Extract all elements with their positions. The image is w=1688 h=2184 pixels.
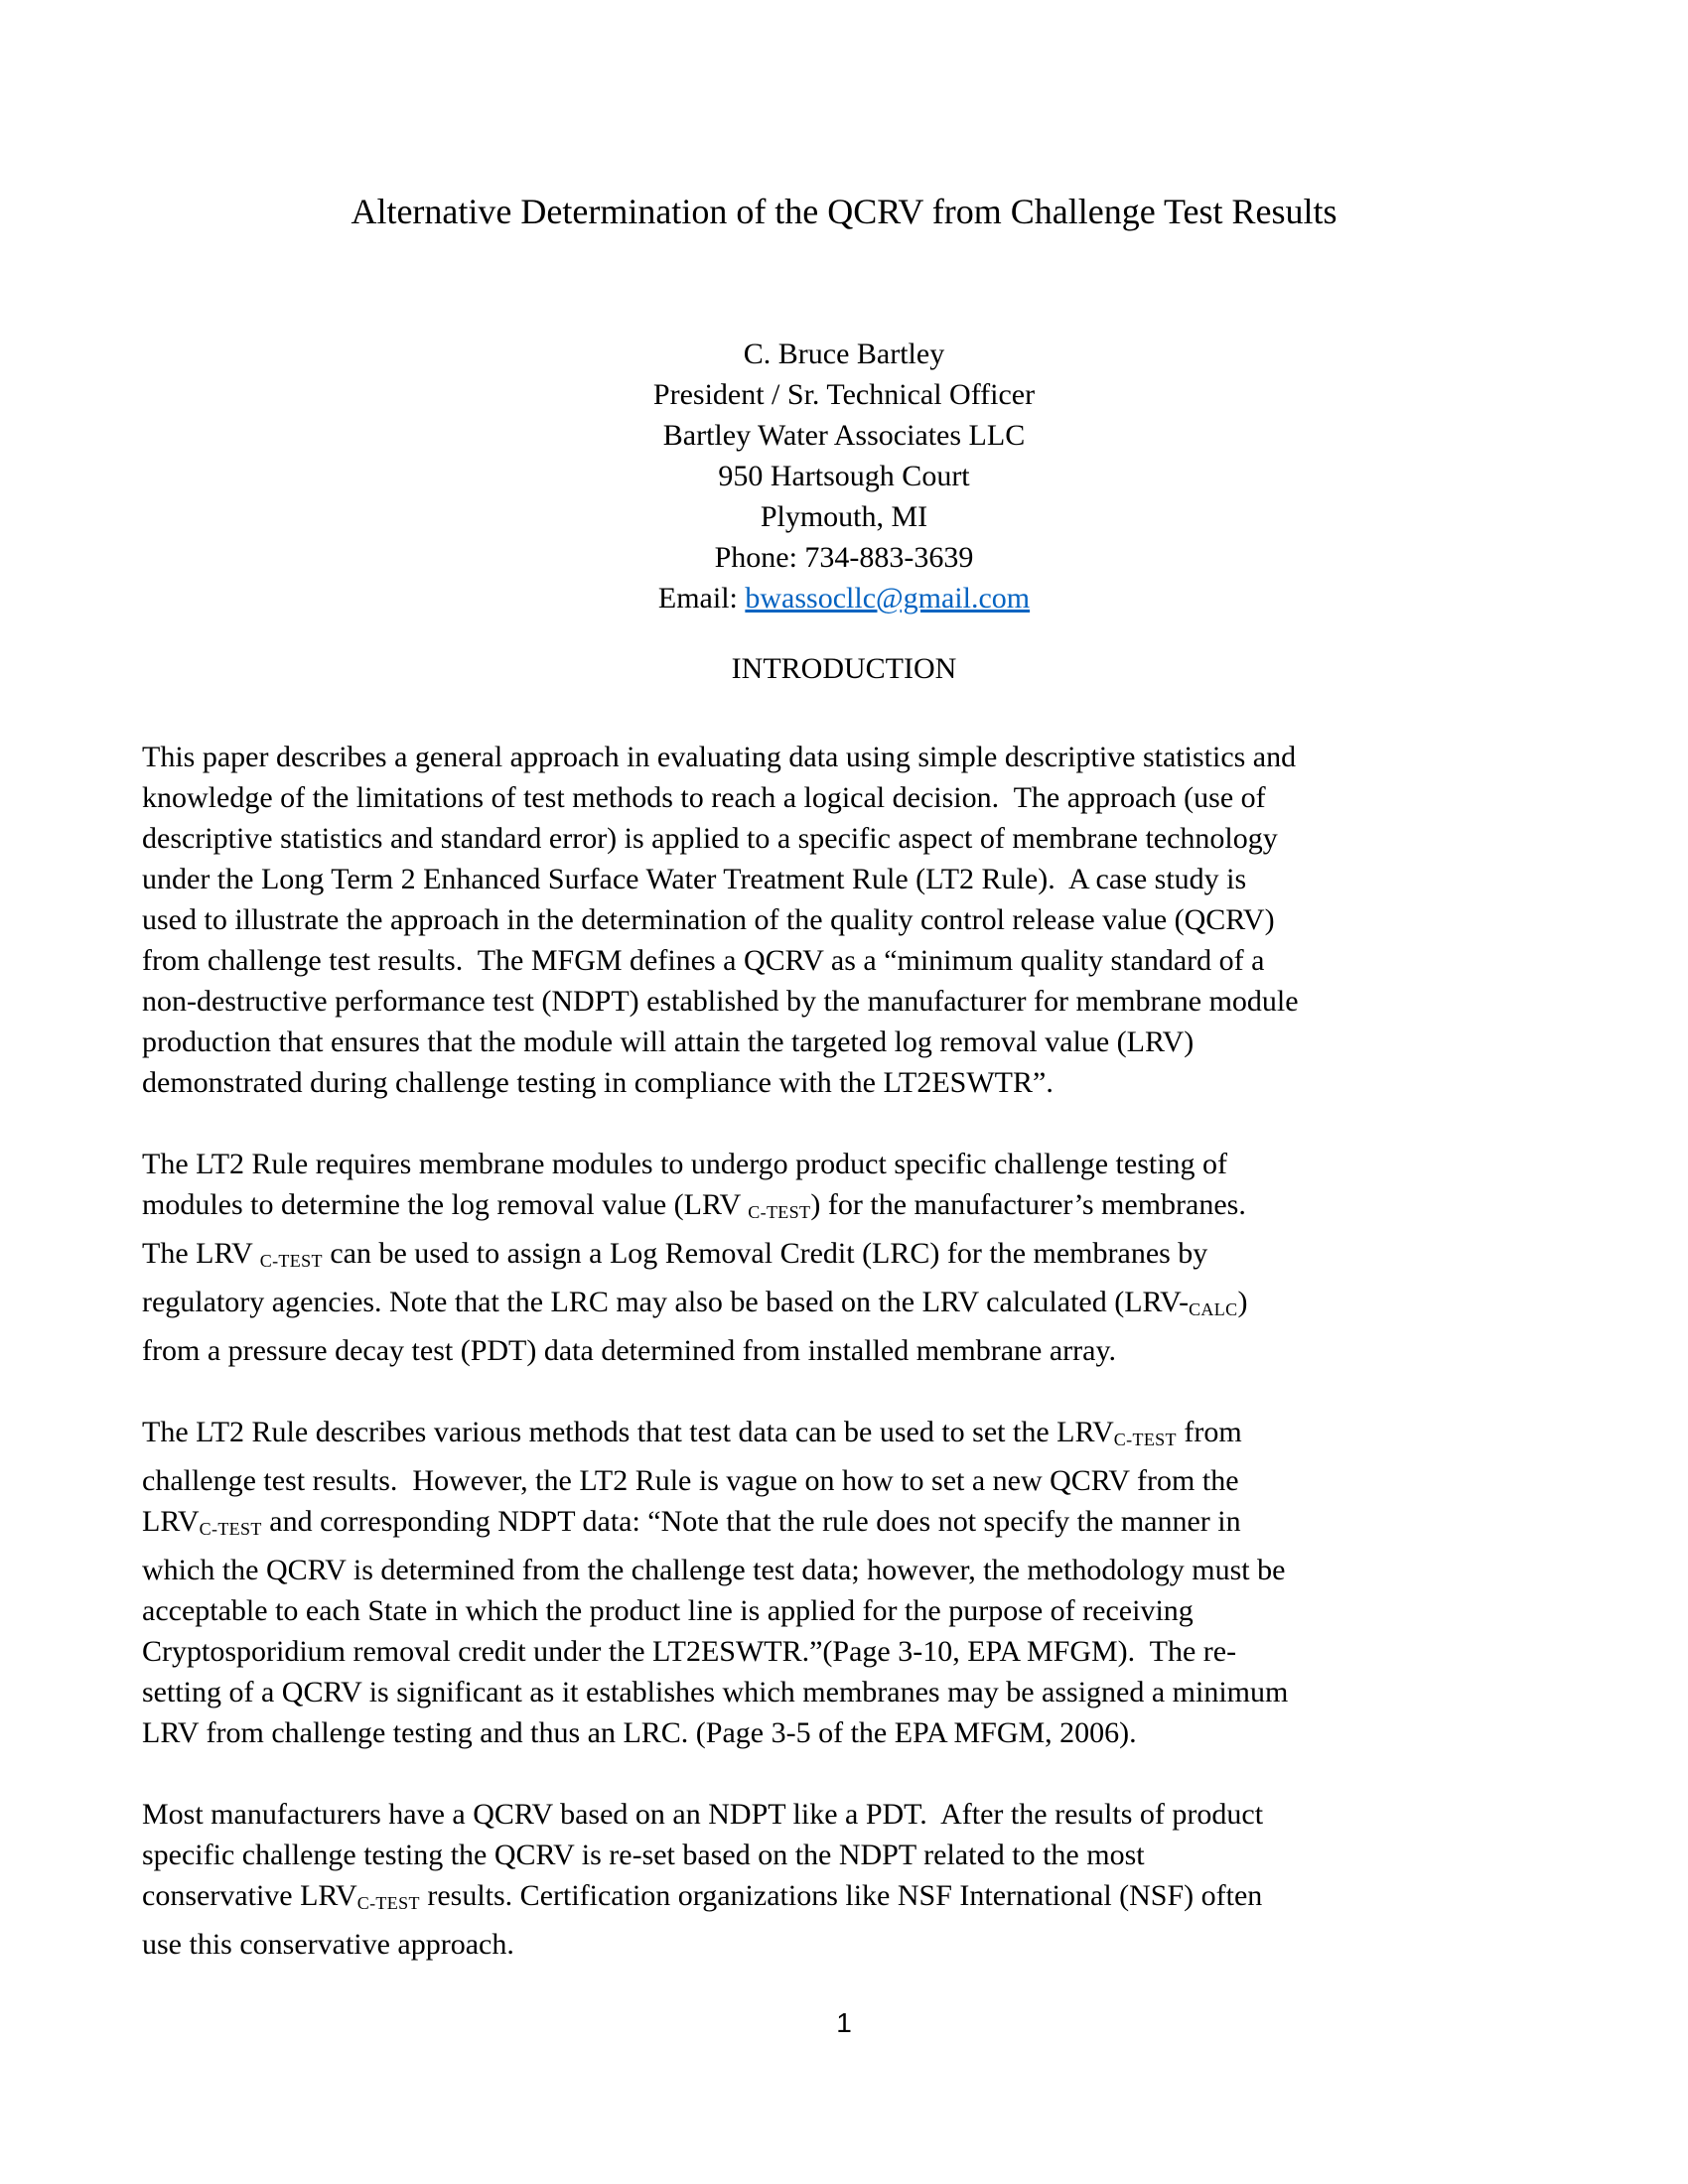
paragraph-line: specific challenge testing the QCRV is re-set based on the NDPT related to the most [142,1838,1145,1871]
paragraph-line: The LRV $_{C-TEST}$ can be used to assign a Log Removal Credit (LRC) for the membranes by [142,1236,1208,1271]
paragraph-line: production that ensures that the module will attain the targeted log removal value (LRV) [142,1025,1195,1058]
footer [0,2007,1688,2039]
paragraph-line: used to illustrate the approach in the determination of the quality control release value (QCRV) [142,903,1275,936]
paragraph-line: regulatory agencies. Note that the LRC may also be based on the LRV calculated $(LRV-_{CALC})$ [142,1285,1248,1319]
author-line: Phone: 734-883-3639 [714,541,974,574]
paragraph [142,1144,1546,1371]
paragraph-line: from challenge test results. The MFGM defines a QCRV as a “minimum quality standard of a [142,944,1265,977]
email-label: Email: [657,582,746,614]
page-title: Alternative Determination of the QCRV from Challenge Test Results [351,192,1337,231]
paragraph-line: Cryptosporidium removal credit under the LT2ESWTR.”(Page 3-10, EPA MFGM). The re- [142,1634,1237,1668]
paragraph-line: descriptive statistics and standard error) is applied to a specific aspect of membrane technology [142,822,1278,855]
author-line: C. Bruce Bartley [743,338,945,370]
subscript-text: C-TEST [259,1250,323,1271]
author-line: Bartley Water Associates LLC [662,419,1026,452]
subscript-text: C-TEST [1113,1429,1177,1449]
paragraph-line: which the QCRV is determined from the challenge test data; however, the methodology must be [142,1553,1286,1586]
subscript-text: CALC [1189,1298,1238,1319]
author-line: 950 Hartsough Court [718,460,970,492]
paragraph-line: challenge test results. However, the LT2 Rule is vague on how to set a new QCRV from the [142,1463,1239,1497]
paragraph-line: demonstrated during challenge testing in compliance with the LT2ESWTR”. [142,1066,1054,1099]
author-line: Plymouth, MI [760,500,928,533]
paragraph-line: conservative $LRV_{C-TEST}$ results. Certification organizations like NSF International (NSF) often [142,1878,1263,1913]
subscript-text: C-TEST [748,1201,811,1222]
author-block [142,334,1546,618]
page-number: 1 [836,2007,852,2038]
introduction-paragraphs [142,737,1546,1965]
paragraph-line: Most manufacturers have a QCRV based on an NDPT like a PDT. After the results of product [142,1797,1264,1831]
paragraph-line: use this conservative approach. [142,1927,514,1961]
paragraph-line: setting of a QCRV is significant as it establishes which membranes may be assigned a minimum [142,1675,1289,1708]
subscript-text: C-TEST [199,1518,262,1539]
paragraph-line: The LT2 Rule describes various methods that test data can be used to set the $LRV_{C-TEST}$ from [142,1415,1242,1449]
paragraph-line: This paper describes a general approach in evaluating data using simple descriptive statistics and [142,741,1297,773]
paragraph-line: LRV from challenge testing and thus an LRC. (Page 3-5 of the EPA MFGM, 2006). [142,1715,1137,1749]
author-line: President / Sr. Technical Officer [652,378,1036,411]
paragraph-line: modules to determine the log removal value (LRV $_{C-TEST}$) for the manufacturer’s membranes. [142,1188,1246,1222]
paragraph-line: $LRV_{C-TEST}$ and corresponding NDPT data: “Note that the rule does not specify the manner in [142,1504,1241,1539]
paragraph [142,1794,1546,1965]
author-lines [142,334,1546,578]
email-line [142,578,1546,618]
paragraph-line: from a pressure decay test (PDT) data determined from installed membrane array. [142,1333,1116,1367]
paragraph-line: acceptable to each State in which the product line is applied for the purpose of receiving [142,1593,1194,1627]
email-link[interactable]: bwassocllc@gmail.com [745,582,1031,614]
subscript-text: C-TEST [356,1892,420,1913]
paragraph-line: non-destructive performance test (NDPT) established by the manufacturer for membrane module [142,985,1299,1018]
paragraph-line: under the Long Term 2 Enhanced Surface Water Treatment Rule (LT2 Rule). A case study is [142,863,1247,895]
document-content [142,0,1546,2005]
paragraph-line: knowledge of the limitations of test methods to reach a logical decision. The approach (use of [142,781,1266,814]
section-heading-introduction: INTRODUCTION [731,652,957,685]
paragraph [142,737,1546,1103]
paragraph-line: The LT2 Rule requires membrane modules to undergo product specific challenge testing of [142,1148,1228,1180]
paragraph [142,1412,1546,1753]
